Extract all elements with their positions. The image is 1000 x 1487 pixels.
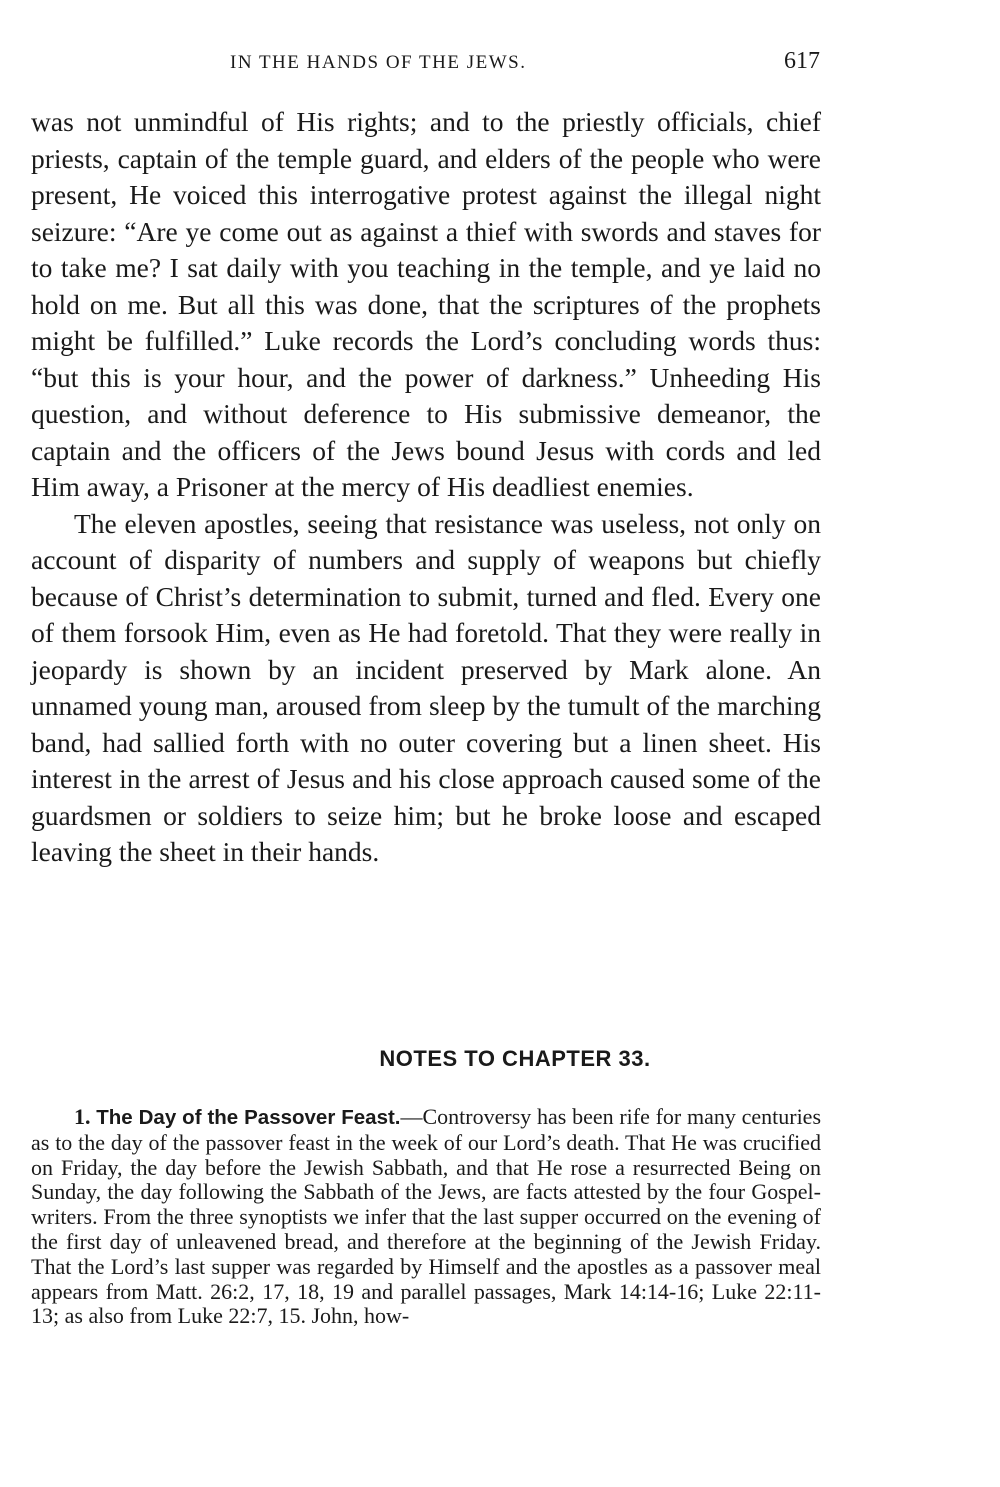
body-text [31, 104, 821, 871]
note-item [31, 1105, 821, 1329]
page-number: 617 [784, 48, 820, 74]
note-title: The Day of the Passover Feast. [96, 1106, 401, 1129]
running-header [230, 46, 820, 82]
body-paragraph-apostles-fled: The eleven apostles, seeing that resistance was useless, not only on account of disparity of numbers and supply of weapons but chiefly because of Christ’s determination to submit, turned and fled. Every one of them forsook Him, even as He had foretold. That they were really in jeopardy is shown by an incident preserved by Mark alone. An unnamed young man, aroused from sleep by the tumult of the marching band, had sallied forth with no outer covering but a linen sheet. His interest in the arrest of Jesus and his close approach caused some of the guardsmen or soldiers to seize him; but he broke loose and escaped leaving the sheet in their hands. [31, 507, 821, 867]
note-number: 1. [74, 1104, 91, 1129]
note-body: —Controversy has been rife for many centuries as to the day of the passover feast in the week of our Lord’s death. That He was crucified on Friday, the day before the Jewish Sabbath, and that He rose a resurrected Being on Sunday, the day following the Sabbath of the Jews, are facts attested by the four Gospel-writers. From the three synoptists we infer that the last supper occurred on the evening of the first day of unleavened bread, and therefore at the beginning of the Jewish Friday. That the Lord’s last supper was regarded by Himself and the apostles as a passover meal appears from Matt. 26:2, 17, 18, 19 and parallel passages, Mark 14:14-16; Luke 22:11-13; as also from Luke 22:7, 15. John, how- [31, 1104, 822, 1329]
notes-section [31, 1105, 821, 1329]
notes-heading: NOTES TO CHAPTER 33. [379, 1046, 651, 1071]
running-title: IN THE HANDS OF THE JEWS. [230, 52, 527, 73]
body-paragraph-continued: was not unmindful of His rights; and to the priestly officials, chief priests, captain of the temple guard, and elders of the people who were present, He voiced this interrogative protest against the illegal night seizure: “Are ye come out as against a thief with swords and staves for to take me? I sat daily with you teaching in the temple, and ye laid no hold on me. But all this was done, that the scriptures of the prophets might be fulfilled.” Luke records the Lord’s concluding words thus: “but this is your hour, and the power of darkness.” Unheeding His question, and without deference to His submissive demeanor, the captain and the officers of the Jews bound Jesus with cords and led Him away, a Prisoner at the mercy of His deadliest enemies. [31, 106, 821, 502]
